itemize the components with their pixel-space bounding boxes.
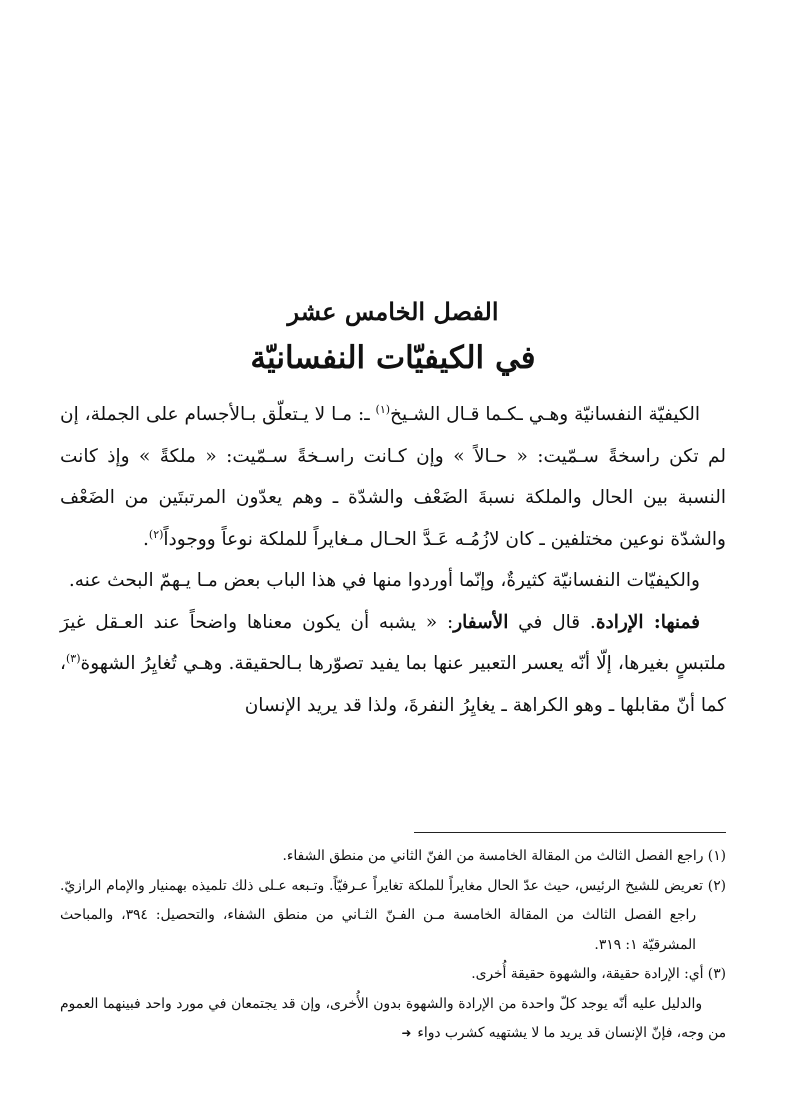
paragraph-3-text-d: ، كما أنّ مقابلها ـ وهو الكراهة ـ يغايِرُ النفرةَ، ولذا قد يريد الإنسان (60, 653, 726, 716)
footnote-divider (414, 832, 726, 833)
paragraph-2: والكيفيّات النفسانيّة كثيرةٌ، وإنّما أوردوا منها في هذا الباب بعض مـا يـهمّ البحث عنه. (68, 570, 700, 591)
main-text (60, 394, 726, 726)
paragraph-1 (60, 394, 726, 560)
footnote-ref-3: (٣) (65, 651, 81, 665)
chapter-label: الفصل الخامس عشر (287, 297, 499, 326)
keyword-irada: الإرادة (595, 611, 644, 633)
footnote-2: (٢) تعريض للشيخ الرئيس، حيث عدّ الحال مغايراً للملكة تغايراً عـرفيّاً. وتـبعه عـلى ذلك تلميذه بهمنيار والإمام الرازيّ. راجع الفصل الثالث من المقالة الخامسة مـن الفـنّ الثـاني من منطق الشفاء، والتحصيل: ٣٩٤، والمباحث المشرقيّة ١: ٣١٩. (60, 877, 726, 953)
footnotes (60, 842, 726, 1049)
footnote-ref-1: (١) (375, 402, 391, 416)
paragraph-3-text-c: : « يشبه أن يكون معناها واضحاً عند العـقل غيرَ ملتبسٍ بغيرها، إلّا أنّه يعسر التعبير عنها بما يفيد تصوّرها بـالحقيقة. وهـي تُغايِرُ الشهوة (60, 611, 726, 674)
footnote-ref-2: (٢) (148, 527, 164, 541)
document-page (60, 0, 726, 1096)
footnote-3-continued (60, 990, 726, 1049)
paragraph-1-text-b: ـ: مـا لا يـتعلّق بـالأجسام على الجملة، إن لم تكن راسخةً سـمّيت: « حـالاً » وإن كـانت راسـخةً سـمّيت: « ملكةً » وإذ كانت النسبة بين الحال والملكة نسبةَ الضَعْف والشدّة ـ وهم يعدّون المرتبتَين من الضَعْف والشدّة نوعين مختلفين ـ كان لازُمُـه عَـدَّ الحـال مـغايراً للملكة نوعاً ووجوداً (60, 404, 726, 550)
footnote-1: (١) راجع الفصل الثالث من المقالة الخامسة من الفنّ الثاني من منطق الشفاء. (282, 848, 726, 864)
paragraph-1-text-c: . (143, 528, 149, 550)
paragraph-3-text-a: فمنها: (643, 611, 700, 633)
chapter-title: في الكيفيّات النفسانيّة (250, 340, 536, 376)
paragraph-1-text-a: الكيفيّة النفسانيّة وهـي ـكـما قـال الشـيخ (390, 404, 700, 425)
paragraph-3-text-b: . قال في (508, 611, 596, 633)
paragraph-3 (60, 602, 726, 727)
footnote-3: (٣) أي: الإرادة حقيقة، والشهوة حقيقة أُخرى. (471, 966, 726, 982)
keyword-asfar: الأسفار (453, 611, 509, 633)
continued-arrow-icon: ➜ (401, 1026, 412, 1040)
footnote-3-continued-text: والدليل عليه أنّه يوجد كلّ واحدة من الإرادة والشهوة بدون الأُخرى، وإن قد يجتمعان في مورد واحد فبينهما العموم من وجه، فإنّ الإنسان قد يريد ما لا يشتهيه كشرب دواء (60, 995, 726, 1041)
